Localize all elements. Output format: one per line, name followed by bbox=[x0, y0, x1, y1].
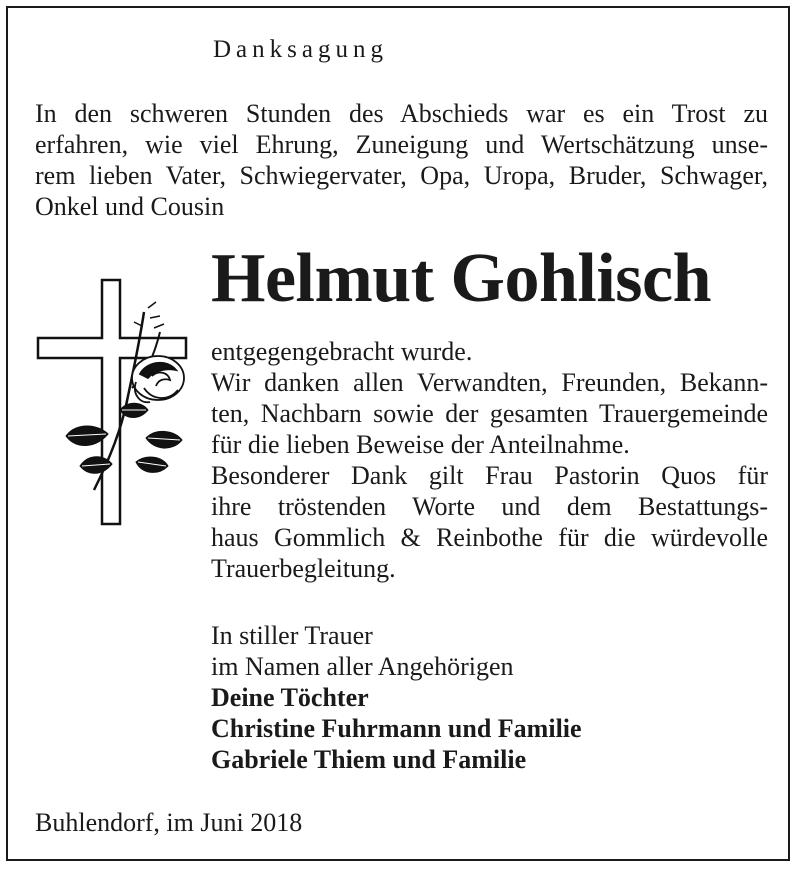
intro-line: In den schweren Stunden des Abschieds war es ein Trost zu bbox=[35, 99, 768, 128]
signature-block bbox=[211, 620, 582, 775]
body-line: Wir danken allen Verwandten, Freunden, Bekann- bbox=[211, 368, 768, 397]
signature-line: im Namen aller Angehörigen bbox=[211, 652, 514, 681]
body-line: für die lieben Beweise der Anteilnahme. bbox=[211, 430, 630, 459]
signature-name: Deine Töchter bbox=[211, 683, 369, 712]
cross-with-rose-icon bbox=[36, 278, 196, 538]
signature-name: Gabriele Thiem und Familie bbox=[211, 745, 527, 774]
intro-paragraph bbox=[35, 98, 768, 222]
body-line: ten, Nachbarn sowie der gesamten Trauergemeinde bbox=[211, 399, 768, 428]
obituary-frame bbox=[6, 6, 790, 861]
body-line: entgegengebracht wurde. bbox=[211, 337, 473, 366]
heading: Danksagung bbox=[213, 36, 388, 63]
body-line: Besonderer Dank gilt Frau Pastorin Quos für bbox=[211, 461, 768, 490]
body-line: ihre tröstenden Worte und dem Bestattungs- bbox=[211, 492, 768, 521]
intro-line: Onkel und Cousin bbox=[35, 192, 225, 221]
body-line: haus Gommlich & Reinbothe für die würdevolle bbox=[211, 523, 768, 552]
intro-line: erfahren, wie viel Ehrung, Zuneigung und Wertschätzung unse- bbox=[35, 130, 768, 159]
signature-name: Christine Fuhrmann und Familie bbox=[211, 714, 582, 743]
body-paragraph bbox=[211, 336, 768, 584]
place-date: Buhlendorf, im Juni 2018 bbox=[35, 808, 303, 837]
intro-line: rem lieben Vater, Schwiegervater, Opa, Uropa, Bruder, Schwager, bbox=[35, 161, 768, 190]
signature-line: In stiller Trauer bbox=[211, 621, 373, 650]
deceased-name: Helmut Gohlisch bbox=[211, 240, 712, 317]
body-line: Trauerbegleitung. bbox=[211, 554, 396, 583]
